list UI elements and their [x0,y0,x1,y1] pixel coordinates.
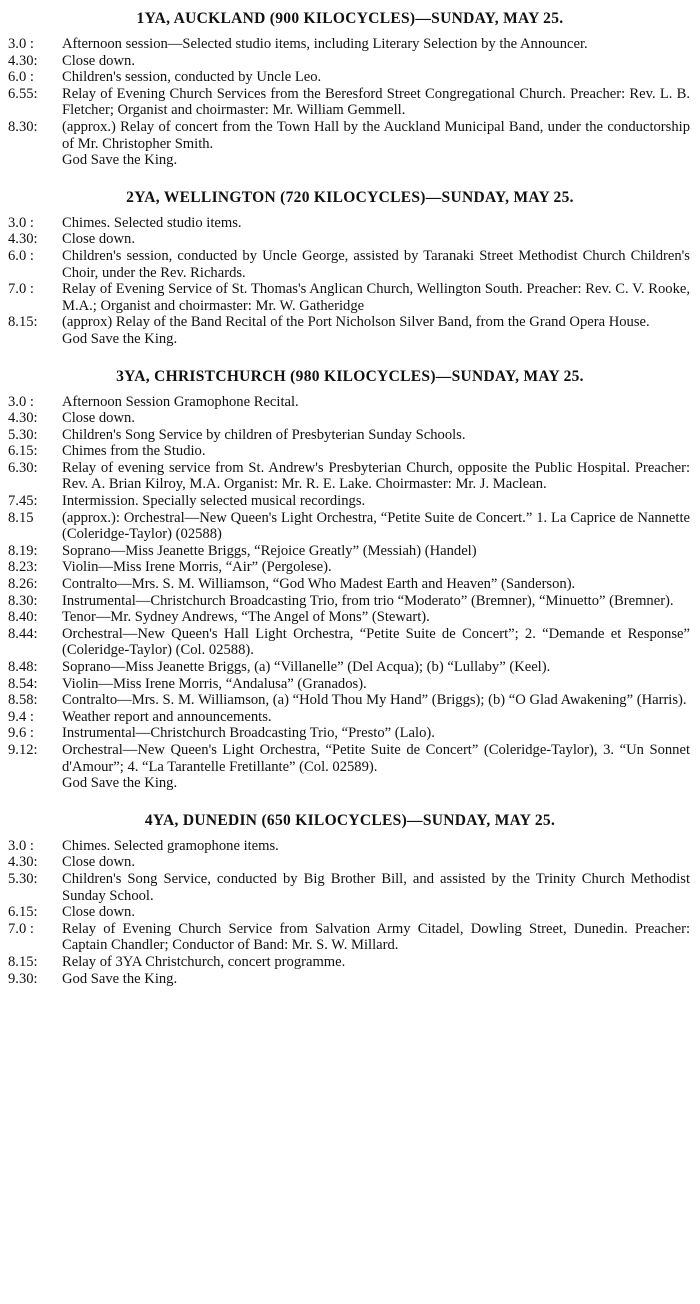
programme-description: Afternoon Session Gramophone Recital. [62,393,299,410]
programme-time: 8.26: [8,576,38,593]
programme-time: 9.6 : [8,725,34,742]
programme-description: Relay of Evening Church Service from Salvation Army Citadel, Dowling Street, Dunedin. Preacher: Captain Chandler; Conductor of Band: Mr. S. W. Millard. [62,920,690,954]
programme-item [8,281,692,314]
programme-description: Children's session, conducted by Uncle Leo. [62,69,322,86]
programme-time: 9.30: [8,970,38,987]
programme-time: 8.15 [8,509,34,526]
programme-item [8,593,692,610]
programme-item [8,742,692,775]
programme-item [8,231,692,248]
programme-description: (approx) Relay of the Band Recital of the Port Nicholson Silver Band, from the Grand Opera House. [62,314,650,331]
programme-item [8,709,692,726]
programme-description: Soprano—Miss Jeanette Briggs, (a) “Villanelle” (Del Acqua); (b) “Lullaby” (Keel). [62,659,551,675]
station-heading: 4YA, DUNEDIN (650 KILOCYCLES)—SUNDAY, MAY 25. [144,811,556,830]
programme-item [8,854,692,871]
station-heading: 2YA, WELLINGTON (720 KILOCYCLES)—SUNDAY, MAY 25. [126,188,574,207]
programme-item [8,248,692,281]
programme-item [8,659,692,676]
programme-description: Children's Song Service, conducted by Big Brother Bill, and assisted by the Trinity Church Methodist Sunday School. [62,870,690,904]
programme-time: 7.0 : [8,281,34,298]
programme-item [8,871,692,904]
programme-item [8,69,692,86]
closing-anthem: God Save the King. [62,152,178,169]
programme-description: God Save the King. [62,970,178,987]
programme-item [8,119,692,152]
programme-item [8,609,692,626]
programme-time: 6.15: [8,904,38,921]
programme-item [8,215,692,232]
programme-item [8,443,692,460]
programme-description: Afternoon session—Selected studio items, including Literary Selection by the Announcer. [62,36,588,52]
programme-time: 8.54: [8,675,38,692]
programme-item [8,692,692,709]
programme-item [8,394,692,411]
programme-item [8,460,692,493]
closing-anthem: God Save the King. [62,330,178,347]
programme-description: Instrumental—Christchurch Broadcasting Trio, “Presto” (Lalo). [62,725,435,742]
programme-item [8,410,692,427]
programme-time: 4.30: [8,410,38,427]
station-section [8,10,692,169]
programme-description: (approx.): Orchestral—New Queen's Light Orchestra, “Petite Suite de Concert.” 1. La Caprice de Nannette (Coleridge-Taylor) (02588) [62,509,690,543]
programme-time: 5.30: [8,870,38,887]
programme-time: 8.15: [8,314,38,331]
programme-description: Contralto—Mrs. S. M. Williamson, “God Who Madest Earth and Heaven” (Sanderson). [62,576,576,593]
programme-time: 4.30: [8,854,38,871]
programme-description: Violin—Miss Irene Morris, “Andalusa” (Granados). [62,675,367,692]
programme-item [8,427,692,444]
programme-time: 3.0 : [8,393,34,410]
programme-time: 7.45: [8,493,38,510]
programme-time: 4.30: [8,231,38,248]
programme-item [8,559,692,576]
programme-time: 8.44: [8,625,38,642]
programme-description: Weather report and announcements. [62,708,272,725]
programme-time: 3.0 : [8,837,34,854]
programme-description: Children's session, conducted by Uncle George, assisted by Taranaki Street Methodist Church Children's Choir, under the Rev. Richards. [62,247,690,281]
programme-time: 8.30: [8,118,38,135]
closing-anthem: God Save the King. [62,775,178,792]
programme-time: 3.0 : [8,36,34,52]
programme-item [8,493,692,510]
station-section [8,812,692,987]
programme-time: 8.19: [8,542,38,559]
programme-description: Intermission. Specially selected musical recordings. [62,493,366,510]
programme-item [8,954,692,971]
programme-time: 6.55: [8,85,38,102]
programme-time: 8.15: [8,953,38,970]
programme-description: Close down. [62,854,135,871]
programme-item [8,510,692,543]
programme-time: 7.0 : [8,920,34,937]
programme-item [8,971,692,988]
programme-description: Children's Song Service by children of Presbyterian Sunday Schools. [62,426,466,443]
programme-time: 6.30: [8,459,38,476]
programme-time: 9.12: [8,741,38,758]
programme-description: Close down. [62,410,135,427]
programme-item [8,921,692,954]
programme-description: Violin—Miss Irene Morris, “Air” (Pergolese). [62,559,332,576]
programme-time: 4.30: [8,52,38,69]
programme-item [8,626,692,659]
programme-item [8,86,692,119]
programme-item [8,904,692,921]
programme-time: 6.0 : [8,247,34,264]
programme-time: 5.30: [8,426,38,443]
programme-time: 8.40: [8,609,38,626]
station-section [8,368,692,792]
programme-description: Chimes from the Studio. [62,443,206,460]
programme-description: Orchestral—New Queen's Hall Light Orchestra, “Petite Suite de Concert”; 2. “Demande et Response” (Coleridge-Taylor) (Col. 02588). [62,625,690,659]
programme-item [8,676,692,693]
programme-description: Relay of evening service from St. Andrew's Presbyterian Church, opposite the Public Hospital. Preacher: Rev. A. Brian Kilroy, M.A. Organist: Mr. R. E. Lake. Choirmaster: Mr. J. Maclean. [62,459,690,493]
programme-time: 6.15: [8,443,38,460]
station-heading: 1YA, AUCKLAND (900 KILOCYCLES)—SUNDAY, MAY 25. [136,9,564,28]
programme-description: Close down. [62,904,135,921]
programme-description: (approx.) Relay of concert from the Town Hall by the Auckland Municipal Band, under the conductorship of Mr. Christopher Smith. [62,118,690,152]
programme-description: Relay of 3YA Christchurch, concert programme. [62,953,346,970]
programme-description: Soprano—Miss Jeanette Briggs, “Rejoice Greatly” (Messiah) (Handel) [62,542,477,559]
programme-item [8,543,692,560]
programme-description: Chimes. Selected studio items. [62,214,242,231]
programme-description: Relay of Evening Service of St. Thomas's Anglican Church, Wellington South. Preacher: Rev. C. V. Rooke, M.A.; Organist and choirmaster: Mr. W. Gatheridge [62,281,690,314]
programme-item [8,725,692,742]
programme-time: 8.48: [8,659,38,675]
programme-item [8,314,692,331]
programme-description: Tenor—Mr. Sydney Andrews, “The Angel of Mons” (Stewart). [62,609,430,626]
programme-description: Relay of Evening Church Services from the Beresford Street Congregational Church. Preacher: Rev. L. B. Fletcher; Organist and choirmaster: Mr. William Gemmell. [62,85,690,119]
programme-item [8,838,692,855]
programme-description: Contralto—Mrs. S. M. Williamson, (a) “Hold Thou My Hand” (Briggs); (b) “O Glad Awakening” (Harris). [62,692,687,709]
station-heading: 3YA, CHRISTCHURCH (980 KILOCYCLES)—SUNDAY, MAY 25. [116,367,584,385]
programme-time: 8.30: [8,592,38,609]
programme-description: Close down. [62,231,135,248]
programme-description: Orchestral—New Queen's Light Orchestra, “Petite Suite de Concert” (Coleridge-Taylor), 3. “Un Sonnet d'Amour”; 4. “La Tarantelle Fretillante” (Col. 02589). [62,741,690,775]
station-section [8,189,692,348]
programme-description: Instrumental—Christchurch Broadcasting Trio, from trio “Moderato” (Bremner), “Minuetto” (Bremner). [62,592,674,609]
programme-time: 6.0 : [8,69,34,86]
programme-description: Close down. [62,52,135,69]
programme-item [8,576,692,593]
programme-time: 8.23: [8,559,38,576]
programme-description: Chimes. Selected gramophone items. [62,837,279,854]
programme-time: 8.58: [8,692,38,709]
programme-time: 9.4 : [8,708,34,725]
programme-time: 3.0 : [8,214,34,231]
programme-item [8,36,692,53]
programme-item [8,53,692,70]
